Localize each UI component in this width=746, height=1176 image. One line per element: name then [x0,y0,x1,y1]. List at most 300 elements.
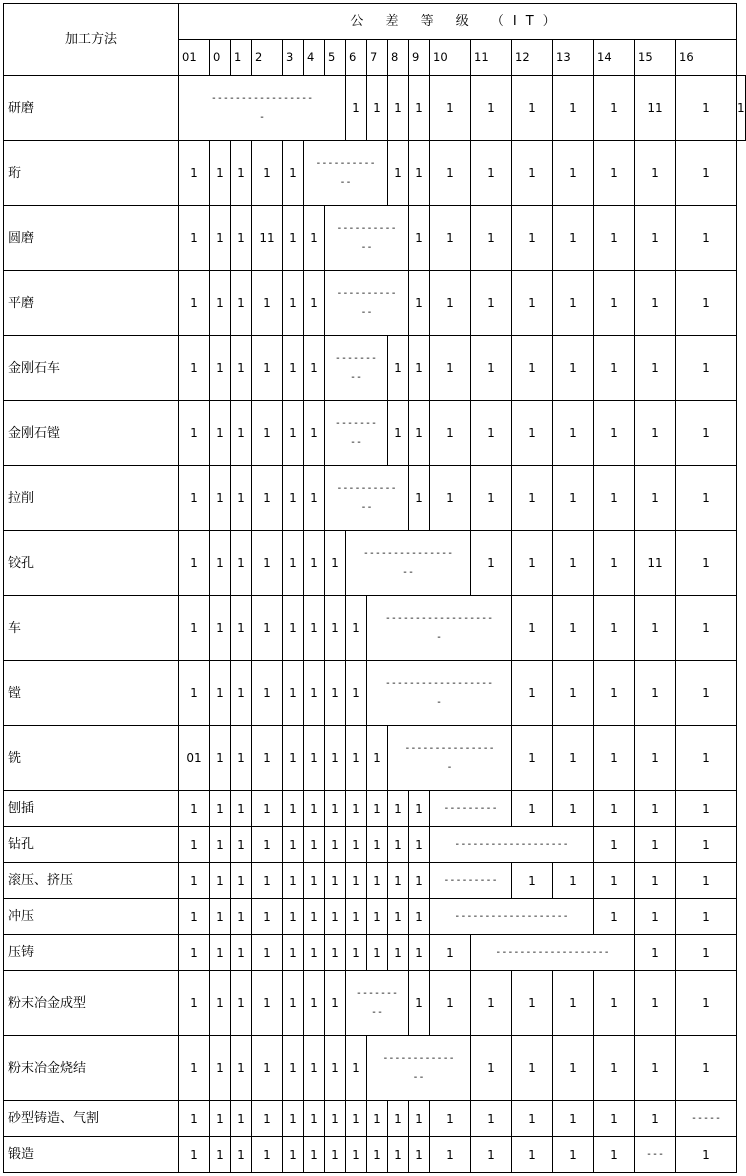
grade-value-cell: 1 [303,530,325,596]
grade-value-cell: 1 [675,1136,737,1173]
grade-value-cell: 1 [282,934,304,971]
dash-line: ------- [334,418,378,429]
grade-value-cell: 1 [303,205,325,271]
grade-value-cell: 1 [634,660,676,726]
grade-value-cell: 1 [387,75,409,141]
range-dash-cell [634,1136,676,1173]
grade-value-cell: 1 [593,1035,635,1101]
grade-value-cell: 1 [429,400,471,466]
grade-header-0: 0 [209,39,231,76]
grade-value-cell: 1 [552,660,594,726]
method-name: 金刚石车 [3,335,179,401]
grade-value-cell: 1 [178,970,210,1036]
grade-value-cell: 1 [230,790,252,827]
grade-value-cell: 1 [209,335,231,401]
dash-line: -- [412,1072,425,1083]
dash-line: ------------------ [384,678,494,689]
grade-value-cell: 1 [282,898,304,935]
grade-value-cell: 1 [470,970,512,1036]
grade-value-cell: 1 [511,1136,553,1173]
range-dash-cell [366,595,512,661]
dash-line: -- [401,567,415,578]
grade-value-cell: 1 [251,862,283,899]
grade-value-cell: 1 [178,530,210,596]
grade-header-7: 7 [366,39,388,76]
grade-header-15: 15 [634,39,676,76]
grade-value-cell: 1 [634,826,676,863]
grade-value-cell: 1 [511,1100,553,1137]
grade-value-cell: 1 [593,790,635,827]
grade-header-9: 9 [408,39,430,76]
grade-value-cell: 1 [251,1100,283,1137]
grade-value-cell: 1 [303,465,325,531]
grade-value-cell: 1 [209,934,231,971]
grade-value-cell: 1 [429,335,471,401]
grade-value-cell: 1 [303,1136,325,1173]
grade-value-cell: 1 [634,140,676,206]
method-name: 车 [3,595,179,661]
grade-value-cell: 1 [593,898,635,935]
grade-value-cell: 1 [408,140,430,206]
dash-line: ----- [690,1113,722,1124]
grade-value-cell: 1 [345,1136,367,1173]
grade-value-cell: 1 [408,465,430,531]
grade-value-cell: 1 [408,75,430,141]
tolerance-grade-title-text: 公 差 等 级 （IT） [350,14,565,29]
grade-value-cell: 1 [634,335,676,401]
grade-value-cell: 1 [209,898,231,935]
grade-value-cell: 1 [178,595,210,661]
grade-value-cell: 1 [634,898,676,935]
grade-value-cell: 1 [552,270,594,336]
grade-value-cell: 1 [324,1100,346,1137]
dash-line: - [435,697,443,708]
grade-value-cell: 1 [230,862,252,899]
grade-value-cell: 1 [429,1100,471,1137]
grade-value-cell: 1 [675,205,737,271]
grade-value-cell: 1 [634,1035,676,1101]
method-name: 拉削 [3,465,179,531]
grade-value-cell: 1 [408,270,430,336]
grade-value-cell: 1 [282,1136,304,1173]
grade-value-cell: 1 [230,335,252,401]
dash-line: ------------------- [454,839,569,850]
grade-value-cell: 1 [178,934,210,971]
grade-value-cell: 1 [593,335,635,401]
grade-value-cell: 1 [552,400,594,466]
grade-value-cell: 1 [209,465,231,531]
grade-value-cell: 1 [209,1035,231,1101]
grade-value-cell: 1 [593,826,635,863]
grade-header-6: 6 [345,39,367,76]
grade-value-cell: 1 [593,1100,635,1137]
grade-value-cell: 1 [209,140,231,206]
grade-value-cell: 1 [324,970,346,1036]
range-dash-cell [366,1035,471,1101]
grade-value-cell: 1 [552,205,594,271]
method-name: 镗 [3,660,179,726]
grade-header-01: 01 [178,39,210,76]
grade-header-3: 3 [282,39,304,76]
grade-value-cell: 1 [675,75,737,141]
grade-value-cell: 1 [230,1100,252,1137]
range-dash-cell [429,898,594,935]
grade-value-cell: 1 [593,465,635,531]
grade-value-cell: 1 [282,790,304,827]
range-dash-cell [324,270,409,336]
grade-value-cell: 1 [511,75,553,141]
dash-line: ------------ [382,1053,455,1064]
method-name: 砂型铸造、气割 [3,1100,179,1137]
grade-value-cell: 1 [282,530,304,596]
grade-value-cell: 1 [366,1100,388,1137]
method-name: 研磨 [3,75,179,141]
grade-value-cell: 1 [429,465,471,531]
grade-value-cell: 1 [634,595,676,661]
grade-value-cell: 1 [303,270,325,336]
grade-value-cell: 1 [470,205,512,271]
grade-value-cell: 1 [282,725,304,791]
grade-value-cell: 1 [209,970,231,1036]
dash-line: ------- [355,988,399,999]
grade-value-cell: 1 [593,530,635,596]
grade-value-cell: 1 [178,270,210,336]
grade-value-cell: 1 [511,790,553,827]
grade-value-cell: 1 [209,530,231,596]
grade-value-cell: 1 [303,862,325,899]
grade-value-cell: 1 [675,270,737,336]
grade-header-10: 10 [429,39,471,76]
grade-header-13: 13 [552,39,594,76]
grade-value-cell: 1 [282,400,304,466]
grade-value-cell: 1 [282,1035,304,1101]
grade-value-cell: 1 [634,725,676,791]
grade-value-cell: 1 [429,934,471,971]
range-dash-cell [675,1100,737,1137]
method-name: 锻造 [3,1136,179,1173]
grade-value-cell: 1 [408,335,430,401]
grade-value-cell: 1 [366,1136,388,1173]
grade-value-cell: 1 [634,465,676,531]
dash-line: ------------------- [454,911,569,922]
grade-value-cell: 1 [408,970,430,1036]
dash-line: ---------- [336,483,397,494]
grade-value-cell: 1 [345,898,367,935]
grade-value-cell: 1 [552,530,594,596]
grade-value-cell: 11 [634,75,676,141]
grade-value-cell: 1 [511,725,553,791]
grade-value-cell: 1 [209,595,231,661]
grade-value-cell: 1 [366,934,388,971]
grade-value-cell: 1 [408,898,430,935]
grade-value-cell: 1 [178,140,210,206]
grade-header-14: 14 [593,39,635,76]
grade-value-cell: 1 [324,826,346,863]
grade-value-cell: 1 [303,934,325,971]
grade-value-cell: 1 [675,934,737,971]
grade-value-cell: 1 [230,400,252,466]
dash-line: ------- [334,353,378,364]
range-dash-cell [429,862,512,899]
grade-value-cell: 1 [251,660,283,726]
grade-value-cell: 1 [178,205,210,271]
grade-value-cell: 1 [470,530,512,596]
grade-value-cell: 1 [303,898,325,935]
method-name: 刨插 [3,790,179,827]
tolerance-grade-title [178,3,737,40]
dash-line: ---------- [315,158,376,169]
grade-value-cell: 1 [209,725,231,791]
grade-value-cell: 1 [387,1136,409,1173]
grade-value-cell: 1 [593,400,635,466]
grade-value-cell: 1 [366,75,388,141]
grade-value-cell: 1 [429,205,471,271]
grade-value-cell: 1 [303,595,325,661]
grade-value-cell: 1 [470,75,512,141]
grade-header-5: 5 [324,39,346,76]
grade-value-cell: 1 [209,826,231,863]
grade-value-cell: 1 [634,400,676,466]
grade-value-cell: 1 [345,725,367,791]
range-dash-cell [324,205,409,271]
method-name: 压铸 [3,934,179,971]
grade-value-cell: 1 [408,862,430,899]
grade-value-cell: 1 [408,400,430,466]
grade-value-cell: 1 [251,140,283,206]
grade-value-cell: 1 [282,465,304,531]
grade-header-4: 4 [303,39,325,76]
grade-value-cell: 1 [634,205,676,271]
grade-value-cell: 1 [282,1100,304,1137]
grade-value-cell: 1 [593,660,635,726]
grade-value-cell: 1 [178,1100,210,1137]
grade-value-cell: 1 [511,1035,553,1101]
grade-value-cell: 1 [470,1100,512,1137]
grade-value-cell: 1 [178,1136,210,1173]
method-name: 金刚石镗 [3,400,179,466]
grade-value-cell: 1 [303,970,325,1036]
grade-header-11: 11 [470,39,512,76]
dash-line: -- [360,502,373,513]
grade-value-cell: 1 [345,595,367,661]
method-name: 圆磨 [3,205,179,271]
grade-value-cell: 1 [675,530,737,596]
grade-value-cell: 1 [303,826,325,863]
grade-value-cell: 1 [178,335,210,401]
grade-value-cell: 1 [429,140,471,206]
grade-value-cell: 1 [324,790,346,827]
grade-value-cell: 1 [178,660,210,726]
grade-value-cell: 1 [634,1100,676,1137]
grade-value-cell: 1 [366,862,388,899]
grade-value-cell: 1 [324,1035,346,1101]
grade-value-cell: 1 [470,1136,512,1173]
grade-value-cell: 1 [408,205,430,271]
grade-value-cell: 1 [593,725,635,791]
range-dash-cell [366,660,512,726]
grade-value-cell: 1 [675,465,737,531]
dash-line: - [446,762,453,773]
grade-value-cell: 1 [230,1136,252,1173]
grade-value-cell: 1 [552,862,594,899]
grade-value-cell: 11 [634,530,676,596]
grade-header-12: 12 [511,39,553,76]
grade-value-cell: 1 [552,595,594,661]
grade-value-cell: 1 [408,1100,430,1137]
grade-value-cell: 1 [429,75,471,141]
grade-value-cell: 1 [511,530,553,596]
grade-value-cell: 1 [209,790,231,827]
grade-value-cell: 1 [324,898,346,935]
grade-value-cell: 1 [324,725,346,791]
grade-value-cell: 1 [303,790,325,827]
grade-value-cell: 1 [230,530,252,596]
dash-line: --------------- [362,548,454,559]
grade-value-cell: 1 [178,790,210,827]
method-name: 铣 [3,725,179,791]
grade-value-cell: 1 [345,790,367,827]
method-column-header: 加工方法 [3,3,179,76]
grade-value-cell: 1 [324,1136,346,1173]
grade-value-cell: 1 [634,934,676,971]
grade-value-cell: 1 [593,270,635,336]
grade-value-cell: 1 [251,898,283,935]
grade-value-cell: 1 [387,862,409,899]
grade-value-cell: 1 [251,970,283,1036]
grade-value-cell: 1 [552,75,594,141]
grade-value-cell: 1 [209,400,231,466]
range-dash-cell [429,790,512,827]
grade-value-cell: 1 [303,400,325,466]
grade-value-cell: 1 [552,970,594,1036]
method-name: 滚压、挤压 [3,862,179,899]
grade-value-cell: 1 [324,595,346,661]
grade-value-cell: 1 [230,934,252,971]
grade-value-cell: 1 [511,465,553,531]
tolerance-grade-table [3,3,745,1173]
grade-header-1: 1 [230,39,252,76]
grade-value-cell: 1 [230,465,252,531]
grade-value-cell: 1 [387,790,409,827]
method-name: 钻孔 [3,826,179,863]
grade-value-cell: 1 [470,140,512,206]
grade-value-cell: 1 [429,270,471,336]
grade-value-cell: 1 [552,790,594,827]
grade-value-cell: 1 [593,970,635,1036]
grade-value-cell: 1 [634,790,676,827]
range-dash-cell [429,826,594,863]
grade-value-cell: 1 [303,1100,325,1137]
grade-value-cell: 1 [387,934,409,971]
grade-value-cell: 1 [511,400,553,466]
grade-value-cell: 1 [387,898,409,935]
method-name: 粉末冶金成型 [3,970,179,1036]
grade-value-cell: 1 [230,898,252,935]
grade-value-cell: 1 [511,335,553,401]
dash-line: -- [360,307,373,318]
grade-value-cell: 1 [511,140,553,206]
grade-value-cell: 1 [178,898,210,935]
dash-line: ------------------ [384,613,494,624]
grade-value-cell: 01 [178,725,210,791]
grade-value-cell: 1 [511,595,553,661]
grade-value-cell: 1 [511,205,553,271]
grade-value-cell: 1 [511,862,553,899]
grade-value-cell: 1 [251,335,283,401]
grade-value-cell: 1 [282,205,304,271]
grade-value-cell: 1 [470,270,512,336]
grade-value-cell: 1 [178,862,210,899]
dash-line: --- [645,1149,665,1160]
dash-line: -- [349,372,363,383]
grade-value-cell: 1 [230,270,252,336]
grade-value-cell: 1 [251,595,283,661]
grade-value-cell: 1 [251,530,283,596]
grade-value-cell: 1 [366,725,388,791]
grade-value-cell: 1 [387,1100,409,1137]
grade-value-cell: 1 [429,970,471,1036]
grade-value-cell: 1 [345,934,367,971]
range-dash-cell [324,400,388,466]
grade-value-cell: 1 [366,898,388,935]
grade-value-cell: 1 [209,1136,231,1173]
grade-value-cell: 1 [387,826,409,863]
grade-value-cell: 1 [675,140,737,206]
grade-value-cell: 1 [324,660,346,726]
grade-value-cell: 1 [675,790,737,827]
grade-value-cell: 1 [251,1035,283,1101]
grade-value-cell: 1 [593,595,635,661]
grade-value-cell: 11 [251,205,283,271]
grade-value-cell: 1 [178,400,210,466]
range-dash-cell [178,75,346,141]
grade-value-cell: 1 [366,826,388,863]
method-name: 铰孔 [3,530,179,596]
grade-value-cell: 1 [593,75,635,141]
grade-value-cell: 1 [251,725,283,791]
grade-value-cell: 1 [366,790,388,827]
grade-value-cell: 1 [675,898,737,935]
grade-value-cell: 1 [511,970,553,1036]
grade-value-cell: 1 [251,1136,283,1173]
grade-value-cell: 1 [675,862,737,899]
grade-value-cell: 1 [324,530,346,596]
range-dash-cell [324,465,409,531]
grade-value-cell: 1 [230,140,252,206]
grade-value-cell: 1 [282,335,304,401]
dash-line: -- [349,437,363,448]
grade-header-16: 16 [675,39,737,76]
grade-value-cell: 1 [251,790,283,827]
grade-value-cell: 1 [634,270,676,336]
method-name: 冲压 [3,898,179,935]
grade-value-cell: 1 [345,1035,367,1101]
grade-value-cell: 1 [230,660,252,726]
grade-value-cell: 1 [178,1035,210,1101]
dash-line: --------- [443,803,498,814]
grade-value-cell: 1 [552,1100,594,1137]
grade-value-cell: 1 [470,335,512,401]
dash-line: --------------- [404,743,495,754]
grade-value-cell: 1 [470,465,512,531]
range-dash-cell [470,934,635,971]
grade-value-cell: 1 [675,595,737,661]
grade-value-cell: 1 [470,400,512,466]
grade-value-cell: 1 [675,660,737,726]
grade-value-cell: 1 [511,660,553,726]
dash-line: - [258,112,266,123]
grade-value-cell: 1 [634,970,676,1036]
